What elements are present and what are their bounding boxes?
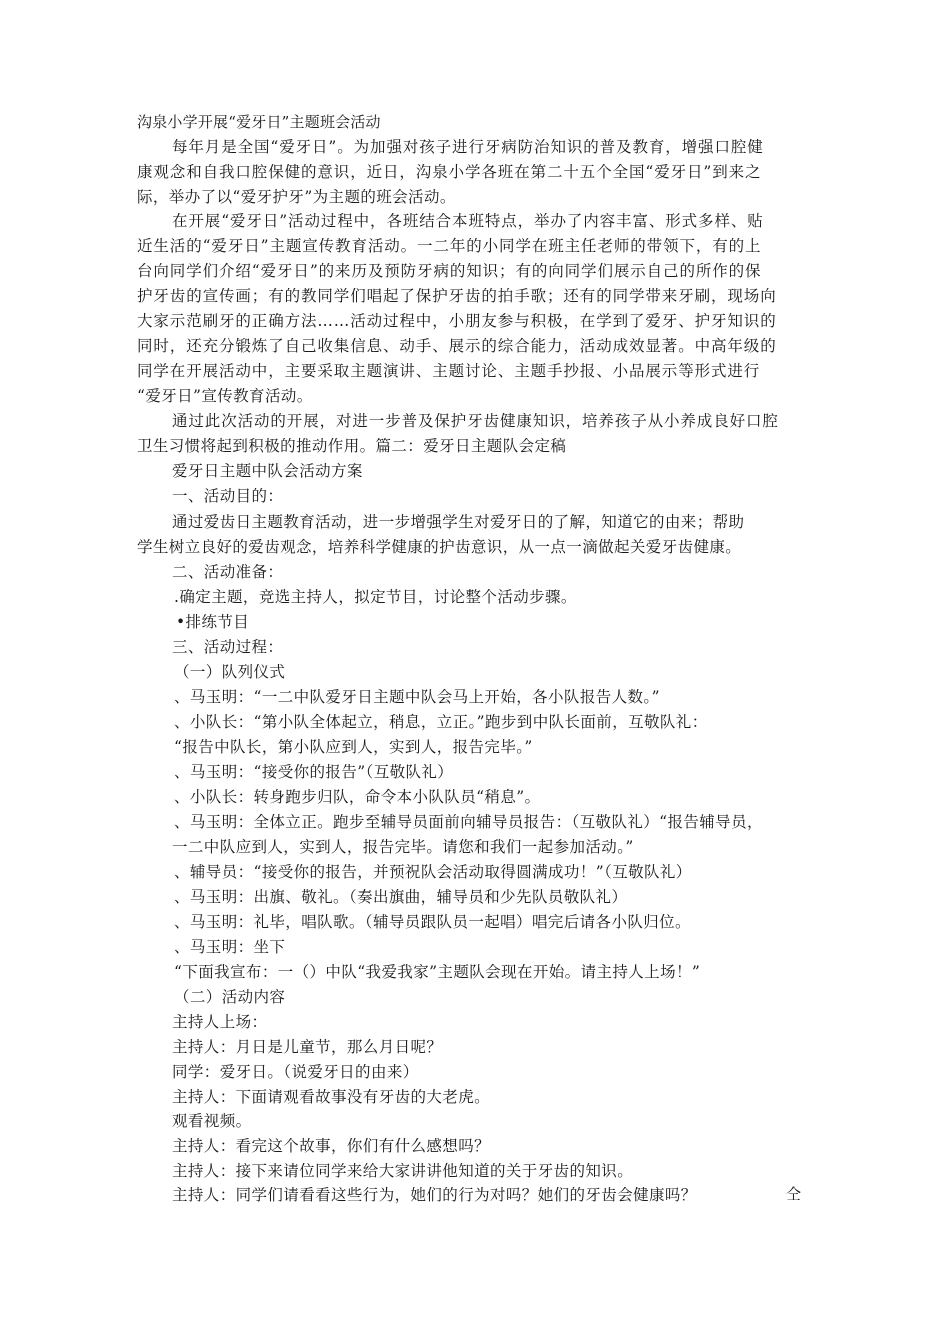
text-line: 主持人：看完这个故事，你们有什么感想吗？ — [172, 1137, 491, 1155]
text-line: 护牙齿的宣传画；有的教同学们唱起了保护牙齿的拍手歌；还有的同学带来牙刷，现场向 — [137, 287, 777, 305]
subsection-heading: （二）活动内容 — [174, 988, 286, 1006]
text-line: 主持人上场： — [172, 1013, 268, 1031]
subsection-heading: （一）队列仪式 — [174, 663, 286, 681]
text-line: 、小队长：转身跑步归队，命令本小队队员“稍息”。 — [174, 788, 541, 806]
text-line: 主持人：同学们请看看这些行为，她们的行为对吗？她们的牙齿会健康吗？ — [172, 1186, 697, 1204]
text-line: 康观念和自我口腔保健的意识，近日，沟泉小学各班在第二十五个全国“爱牙日”到来之 — [137, 163, 762, 181]
text-line: 观看视频。 — [172, 1112, 252, 1130]
text-line: 同时，还充分锻炼了自己收集信息、动手、展示的综合能力，活动成效显著。中高年级的 — [137, 337, 777, 355]
text-line: 每年月是全国“爱牙日”。为加强对孩子进行牙病防治知识的普及教育，增强口腔健 — [172, 138, 764, 156]
text-line: 、马玉明：“一二中队爱牙日主题中队会马上开始，各小队报告人数。” — [174, 688, 660, 706]
text-line: 、马玉明：“接受你的报告”（互敬队礼） — [174, 763, 454, 781]
text-line: 际，举办了以“爱牙护牙”为主题的班会活动。 — [137, 188, 456, 206]
text-line: “报告中队长，第小队应到人，实到人，报告完毕。” — [174, 738, 533, 756]
text-line: 卫生习惯将起到积极的推动作用。篇二：爱牙日主题队会定稿 — [137, 437, 567, 455]
section-heading: 二、活动准备： — [172, 563, 284, 581]
text-line: 大家示范刷牙的正确方法……活动过程中，小朋友参与积极，在学到了爱牙、护牙知识的 — [137, 312, 777, 330]
text-line: 同学在开展活动中，主要采取主题演讲、主题讨论、主题手抄报、小品展示等形式进行 — [137, 362, 761, 380]
text-line: “下面我宣布：一（）中队“我爱我家”主题队会现在开始。请主持人上场！” — [174, 963, 701, 981]
list-item: •排练节目 — [176, 613, 250, 631]
text-line: 学生树立良好的爱齿观念，培养科学健康的护齿意识，从一点一滴做起关爱牙齿健康。 — [137, 538, 742, 556]
text-line: 近生活的“爱牙日”主题宣传教育活动。一二年的小同学在班主任老师的带领下，有的上 — [137, 237, 762, 255]
text-line: 主持人：接下来请位同学来给大家讲讲他知道的关于牙齿的知识。 — [172, 1162, 634, 1180]
text-line: 同学：爱牙日。（说爱牙日的由来） — [172, 1063, 419, 1081]
text-line: 、马玉明：坐下 — [174, 938, 286, 956]
text-line: 主持人：下面请观看故事没有牙齿的大老虎。 — [172, 1088, 491, 1106]
text-line: 一二中队应到人，实到人，报告完毕。请您和我们一起参加活动。” — [172, 838, 634, 856]
section-heading: 爱牙日主题中队会活动方案 — [172, 462, 363, 480]
text-line: 在开展“爱牙日”活动过程中，各班结合本班特点，举办了内容丰富、形式多样、贴 — [172, 212, 764, 230]
document-title: 沟泉小学开展“爱牙日”主题班会活动 — [137, 113, 381, 131]
section-heading: 三、活动过程： — [172, 638, 284, 656]
text-line: “爱牙日”宣传教育活动。 — [137, 387, 313, 405]
text-line: 、马玉明：出旗、敬礼。（奏出旗曲，辅导员和少先队员敬队礼） — [174, 888, 628, 906]
text-line: 通过爱齿日主题教育活动，进一步增强学生对爱牙日的了解，知道它的由来；帮助 — [172, 513, 745, 531]
text-line: 、马玉明：全体立正。跑步至辅导员面前向辅导员报告：（互敬队礼）“报告辅导员， — [174, 813, 763, 831]
text-line: 通过此次活动的开展，对进一步普及保护牙齿健康知识，培养孩子从小养成良好口腔 — [172, 412, 779, 430]
list-item: .确定主题，竞选主持人，拟定节目，讨论整个活动步骤。 — [174, 588, 577, 606]
text-line: 台向同学们介绍“爱牙日”的来历及预防牙病的知识；有的向同学们展示自己的所作的保 — [137, 262, 762, 280]
text-line: 、马玉明：礼毕，唱队歌。（辅导员跟队员一起唱）唱完后请各小队归位。 — [174, 913, 691, 931]
section-heading: 一、活动目的： — [172, 487, 284, 505]
text-line: 、辅导员：“接受你的报告，并预祝队会活动取得圆满成功！”（互敬队礼） — [174, 863, 692, 881]
text-line: 主持人：月日是儿童节，那么月日呢？ — [172, 1038, 443, 1056]
corner-mark: 仝 — [786, 1185, 802, 1203]
text-line: 、小队长：“第小队全体起立，稍息，立正。”跑步到中队长面前，互敬队礼： — [174, 713, 708, 731]
